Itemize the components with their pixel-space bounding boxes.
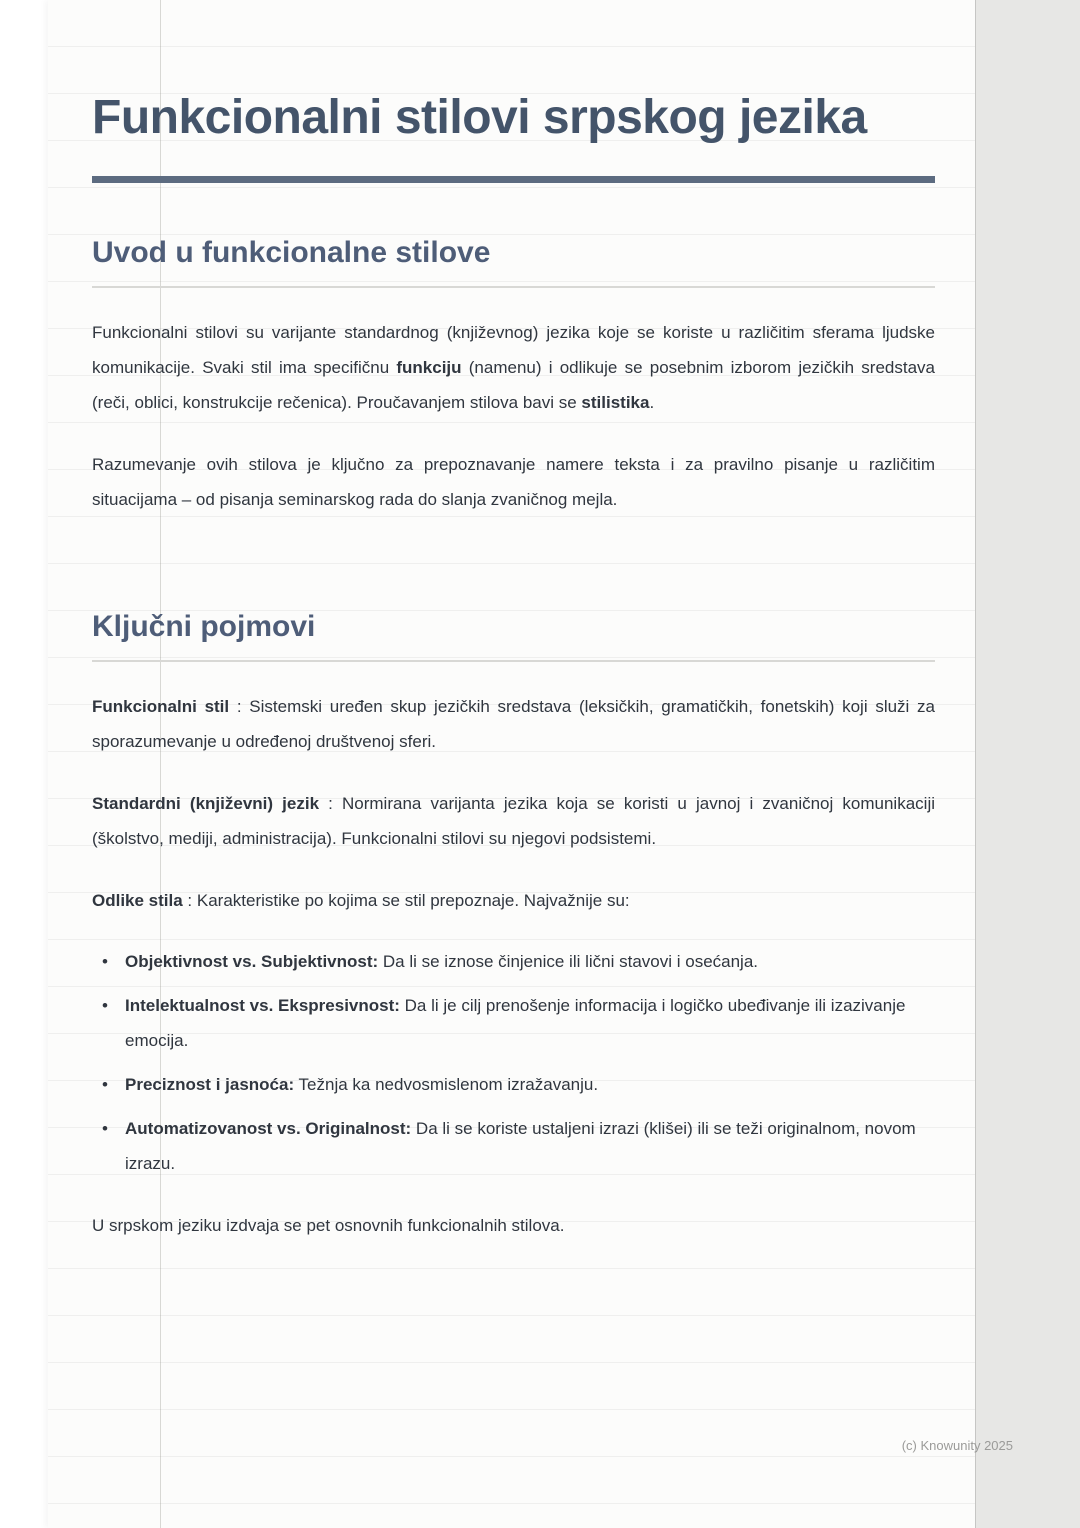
copyright-credit: (c) Knowunity 2025 bbox=[901, 1438, 1013, 1453]
paragraph bbox=[92, 447, 935, 517]
text-segment: : Sistemski uređen skup jezičkih sredstava (leksičkih, gramatičkih, fonetskih) koji služi za sporazumevanje u određenoj društvenoj sferi. bbox=[92, 697, 936, 752]
text-segment: . bbox=[649, 393, 655, 413]
text-segment: : Normirana varijanta jezika koja se koristi u javnoj i zvaničnoj komunikaciji (školstvo, mediji, administracija). Funkcionalni stilovi su njegovi podsistemi. bbox=[92, 794, 935, 849]
document-content bbox=[92, 0, 935, 1243]
text-segment: U srpskom jeziku izdvaja se pet osnovnih funkcionalnih stilova. bbox=[92, 1216, 565, 1236]
paragraph bbox=[92, 689, 935, 759]
bullet-item bbox=[92, 944, 935, 979]
paragraph bbox=[92, 315, 935, 420]
bullet-item bbox=[92, 988, 935, 1058]
text-segment: Standardni (književni) jezik bbox=[92, 794, 320, 814]
text-segment: Odlike stila bbox=[92, 891, 183, 911]
bullet-item bbox=[92, 1111, 935, 1181]
text-segment: Da li se koriste ustaljeni izrazi (klišei) ili se teži originalnom, novom izrazu. bbox=[125, 1119, 916, 1174]
closing-paragraph bbox=[92, 1208, 935, 1243]
text-segment: Razumevanje ovih stilova je ključno za prepoznavanje namere teksta i za pravilno pisanje u različitim situacijama – od pisanja seminarskog rada do slanja zvaničnog mejla. bbox=[92, 455, 935, 510]
text-segment: Težnja ka nedvosmislenom izražavanju. bbox=[294, 1075, 599, 1095]
text-segment: Automatizovanost vs. Originalnost: bbox=[125, 1119, 412, 1139]
text-segment: Da li je cilj prenošenje informacija i logičko ubeđivanje ili izazivanje emocija. bbox=[125, 996, 906, 1051]
text-segment: Da li se iznose činjenice ili lični stavovi i osećanja. bbox=[378, 952, 759, 972]
title-divider bbox=[92, 176, 935, 183]
text-segment: Funkcionalni stil bbox=[92, 697, 230, 717]
text-segment: Preciznost i jasnoća: bbox=[125, 1075, 295, 1095]
text-segment: : Karakteristike po kojima se stil prepoznaje. Najvažnije su: bbox=[182, 891, 630, 911]
section-divider bbox=[92, 286, 935, 288]
text-segment: Intelektualnost vs. Ekspresivnost: bbox=[125, 996, 400, 1016]
page-right-gutter bbox=[975, 0, 1080, 1528]
text-segment: (namenu) i odlikuje se posebnim izborom jezičkih sredstava (reči, oblici, konstrukcije rečenica). Proučavanjem stilova bavi se bbox=[92, 358, 935, 413]
bullet-list bbox=[92, 944, 935, 1181]
section-heading-uvod: Uvod u funkcionalne stilove bbox=[92, 236, 491, 270]
text-segment: Objektivnost vs. Subjektivnost: bbox=[125, 952, 379, 972]
paragraph bbox=[92, 883, 935, 918]
bullet-item bbox=[92, 1067, 935, 1102]
text-segment: Funkcionalni stilovi su varijante standardnog (književnog) jezika koje se koriste u različitim sferama ljudske komunikacije. Svaki stil ima specifičnu bbox=[92, 323, 935, 378]
paragraph bbox=[92, 786, 935, 856]
section-divider bbox=[92, 660, 935, 662]
text-segment: funkciju bbox=[396, 358, 462, 378]
text-segment: stilistika bbox=[581, 393, 650, 413]
page-title: Funkcionalni stilovi srpskog jezika bbox=[92, 91, 867, 144]
section-heading-pojmovi: Ključni pojmovi bbox=[92, 610, 316, 644]
